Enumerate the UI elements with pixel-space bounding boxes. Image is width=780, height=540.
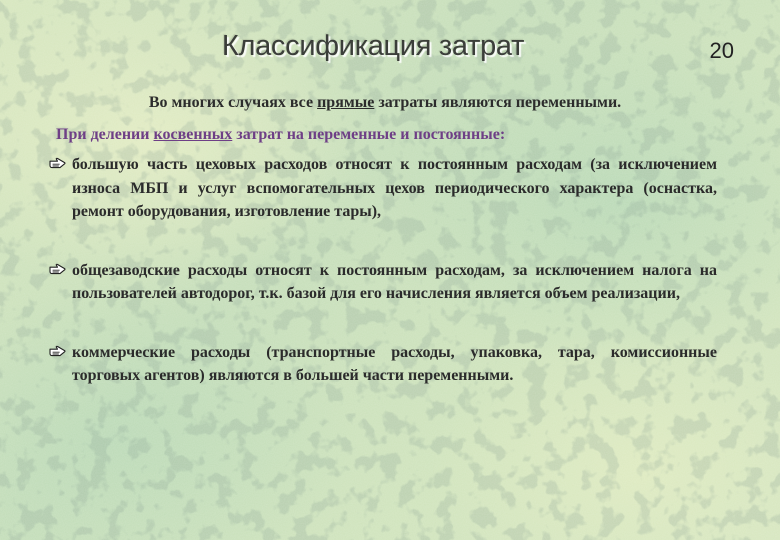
lead-text-end: затраты являются переменными. [374, 94, 622, 111]
bullet-item [49, 259, 717, 306]
hand-pointer-icon [49, 157, 66, 169]
bullet-item [49, 153, 717, 224]
subheading-text-end: затрат на переменные и постоянные: [232, 126, 506, 143]
hand-pointer-icon [49, 345, 66, 357]
lead-emphasis: прямые [317, 94, 375, 111]
bullet-list [49, 153, 717, 388]
bullet-item [49, 341, 717, 388]
bullet-text: коммерческие расходы (транспортные расходы, упаковка, тара, комиссионные торговых агентов) являются в большей части переменными. [72, 343, 717, 384]
lead-text-start: Во многих случаях все [148, 94, 318, 111]
subheading-emphasis: косвенных [153, 126, 233, 143]
hand-pointer-icon [49, 263, 66, 275]
bullet-text: большую часть цеховых расходов относят к постоянным расходам (за исключением износа МБП и услуг вспомогательных цехов периодического характера (оснастка, ремонт оборудования, изготовление тары), [72, 156, 717, 220]
slide-title: Классификация затрат [221, 30, 525, 62]
bullet-text: общезаводские расходы относят к постоянным расходам, за исключением налога на пользователей автодорог, т.к. базой для его начисления является объем реализации, [72, 261, 717, 302]
lead-sentence [0, 94, 770, 112]
subheading [56, 126, 505, 144]
slide-number: 20 [709, 38, 734, 63]
subheading-text-start: При делении [56, 126, 154, 143]
